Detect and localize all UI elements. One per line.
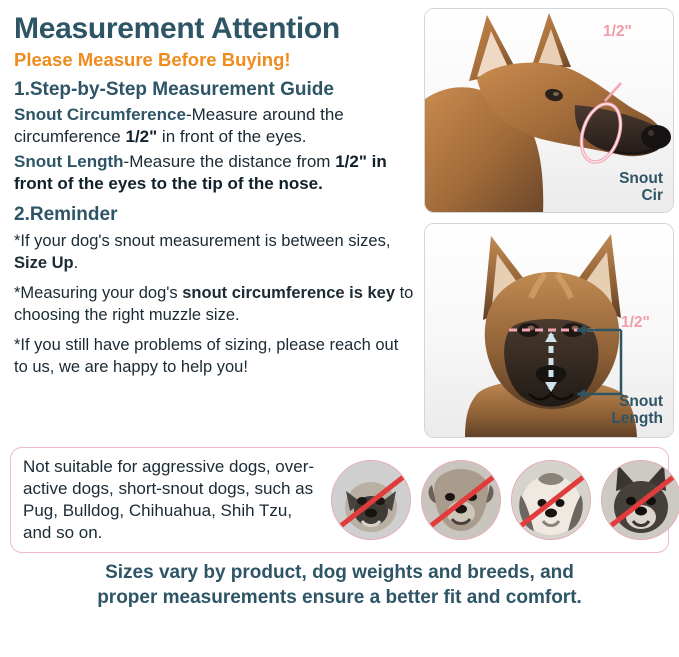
reminder-note-1 — [14, 231, 414, 274]
unsuitable-breeds-list — [331, 460, 679, 540]
page-subtitle: Please Measure Before Buying! — [14, 49, 291, 70]
snout-length-value: 1/2" — [335, 152, 367, 172]
reminder-note-3 — [14, 335, 414, 378]
snout-length-text2: in front of the eyes to the tip of the nose. — [14, 152, 387, 193]
top-section — [10, 8, 669, 438]
footer-note — [10, 561, 669, 610]
breed-pug-icon — [331, 460, 411, 540]
reminder-note-1-bold: Size Up — [14, 253, 74, 272]
snout-length-instruction — [14, 151, 414, 194]
snout-length-text: -Measure the distance from — [123, 152, 336, 172]
snout-circumference-caption — [619, 170, 663, 204]
snout-circumference-value: 1/2" — [125, 126, 158, 146]
breed-bulldog-icon — [421, 460, 501, 540]
reminder-note-1-pre: *If your dog's snout measurement is between sizes, — [14, 232, 391, 251]
snout-length-measure-label: 1/2" — [621, 314, 650, 331]
footer-line-1: Sizes vary by product, dog weights and breeds, and — [105, 562, 574, 583]
unsuitable-text: Not suitable for aggressive dogs, over-active dogs, short-snout dogs, such as Pug, Bulldog, Chihuahua, Shih Tzu, and so on. — [23, 456, 315, 543]
footer-line-2: proper measurements ensure a better fit and comfort. — [97, 586, 582, 608]
reminder-note-3-pre: *If you still have problems of sizing, please reach out to us, we are happy to help you! — [14, 336, 399, 376]
reminder-note-2-pre: *Measuring your dog's — [14, 284, 183, 303]
snout-length-caption-line1: Snout — [619, 392, 663, 410]
dog-side-profile-photo — [425, 9, 673, 212]
snout-circumference-caption-line2: Cir — [641, 186, 663, 204]
reminder-note-2-post: to choosing the right muzzle size. — [14, 284, 414, 324]
breed-shih-tzu-icon — [511, 460, 591, 540]
snout-length-label: Snout Length — [14, 152, 124, 172]
reminder-note-2-bold: snout circumference is key — [182, 284, 396, 303]
snout-length-photo-card — [424, 223, 674, 438]
snout-length-caption-line2: Length — [611, 409, 663, 427]
snout-circumference-label: Snout Circumference — [14, 105, 186, 125]
snout-length-caption — [611, 393, 663, 427]
snout-circumference-end: . — [301, 126, 307, 146]
reminder-note-1-post: . — [73, 253, 79, 272]
unsuitable-breeds-panel — [10, 447, 669, 553]
page-title: Measurement Attention — [14, 12, 340, 45]
snout-circumference-text: -Measure around the circumference — [14, 105, 344, 146]
snout-circumference-photo-card — [424, 8, 674, 213]
reminder-heading: 2.Reminder — [14, 204, 118, 226]
photos-column — [424, 8, 674, 438]
snout-circumference-instruction — [14, 104, 414, 147]
reminder-note-2 — [14, 283, 414, 326]
guide-heading: 1.Step-by-Step Measurement Guide — [14, 79, 334, 101]
snout-circumference-text2: in front of the eyes — [157, 126, 302, 146]
dog-front-face-photo — [425, 224, 673, 437]
instructions-column — [10, 8, 414, 387]
snout-circumference-caption-line1: Snout — [619, 169, 663, 187]
snout-circumference-measure-label: 1/2" — [603, 23, 632, 40]
breed-french-bulldog-icon — [601, 460, 679, 540]
